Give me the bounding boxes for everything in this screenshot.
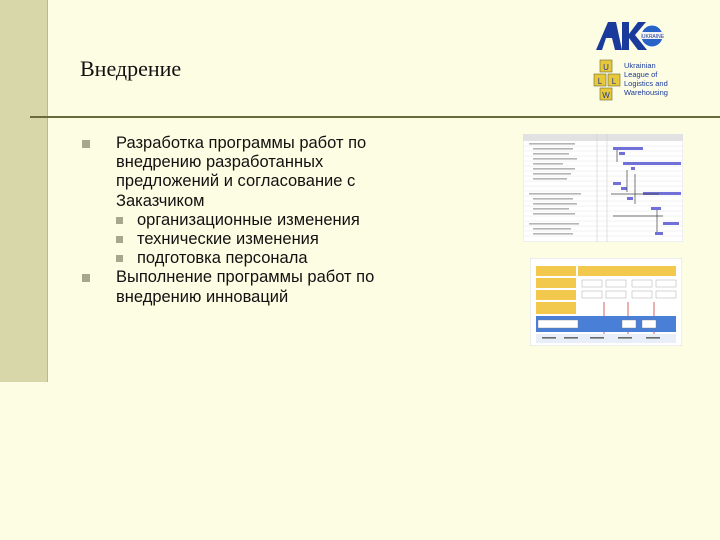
left-sidebar-band — [0, 0, 47, 382]
bullet-text: Разработка программы работ по внедрению разработанных предложений и согласование с Заказчиком — [116, 134, 367, 210]
bullet-square-icon — [116, 236, 123, 243]
ullw-tiles-icon — [594, 60, 620, 100]
bullet-list — [80, 134, 400, 307]
sub-bullet-text: организационные изменения — [137, 210, 360, 229]
bullet-item — [80, 268, 400, 306]
sub-bullet-item — [80, 230, 400, 249]
ullw-logo — [592, 18, 688, 102]
tile-letter: L — [611, 77, 617, 86]
sub-bullet-text: подготовка персонала — [137, 249, 308, 268]
logo-name-line: Logistics and — [624, 79, 668, 88]
sub-bullet-item — [80, 249, 400, 268]
logo-badge-text: UKRAINE — [641, 34, 665, 40]
sub-bullet-text: технические изменения — [137, 230, 319, 249]
logo-name-line: League of — [624, 70, 658, 79]
bullet-item — [80, 134, 400, 211]
sidebar-divider — [47, 0, 48, 382]
process-diagram-thumbnail — [530, 258, 682, 346]
title-divider — [30, 116, 720, 118]
logo-name-line: Ukrainian — [624, 61, 656, 70]
bullet-text: Выполнение программы работ по внедрению инноваций — [116, 268, 375, 306]
tile-letter: L — [597, 77, 603, 86]
bullet-square-icon — [82, 140, 90, 148]
slide-title: Внедрение — [80, 56, 182, 81]
sub-bullet-item — [80, 211, 400, 230]
bullet-square-icon — [116, 255, 123, 262]
bullet-square-icon — [82, 274, 90, 282]
tile-letter: W — [602, 91, 610, 100]
tile-letter: U — [603, 63, 609, 72]
gantt-chart-thumbnail — [523, 134, 683, 242]
bullet-square-icon — [116, 217, 123, 224]
logo-name-line: Warehousing — [624, 88, 668, 97]
